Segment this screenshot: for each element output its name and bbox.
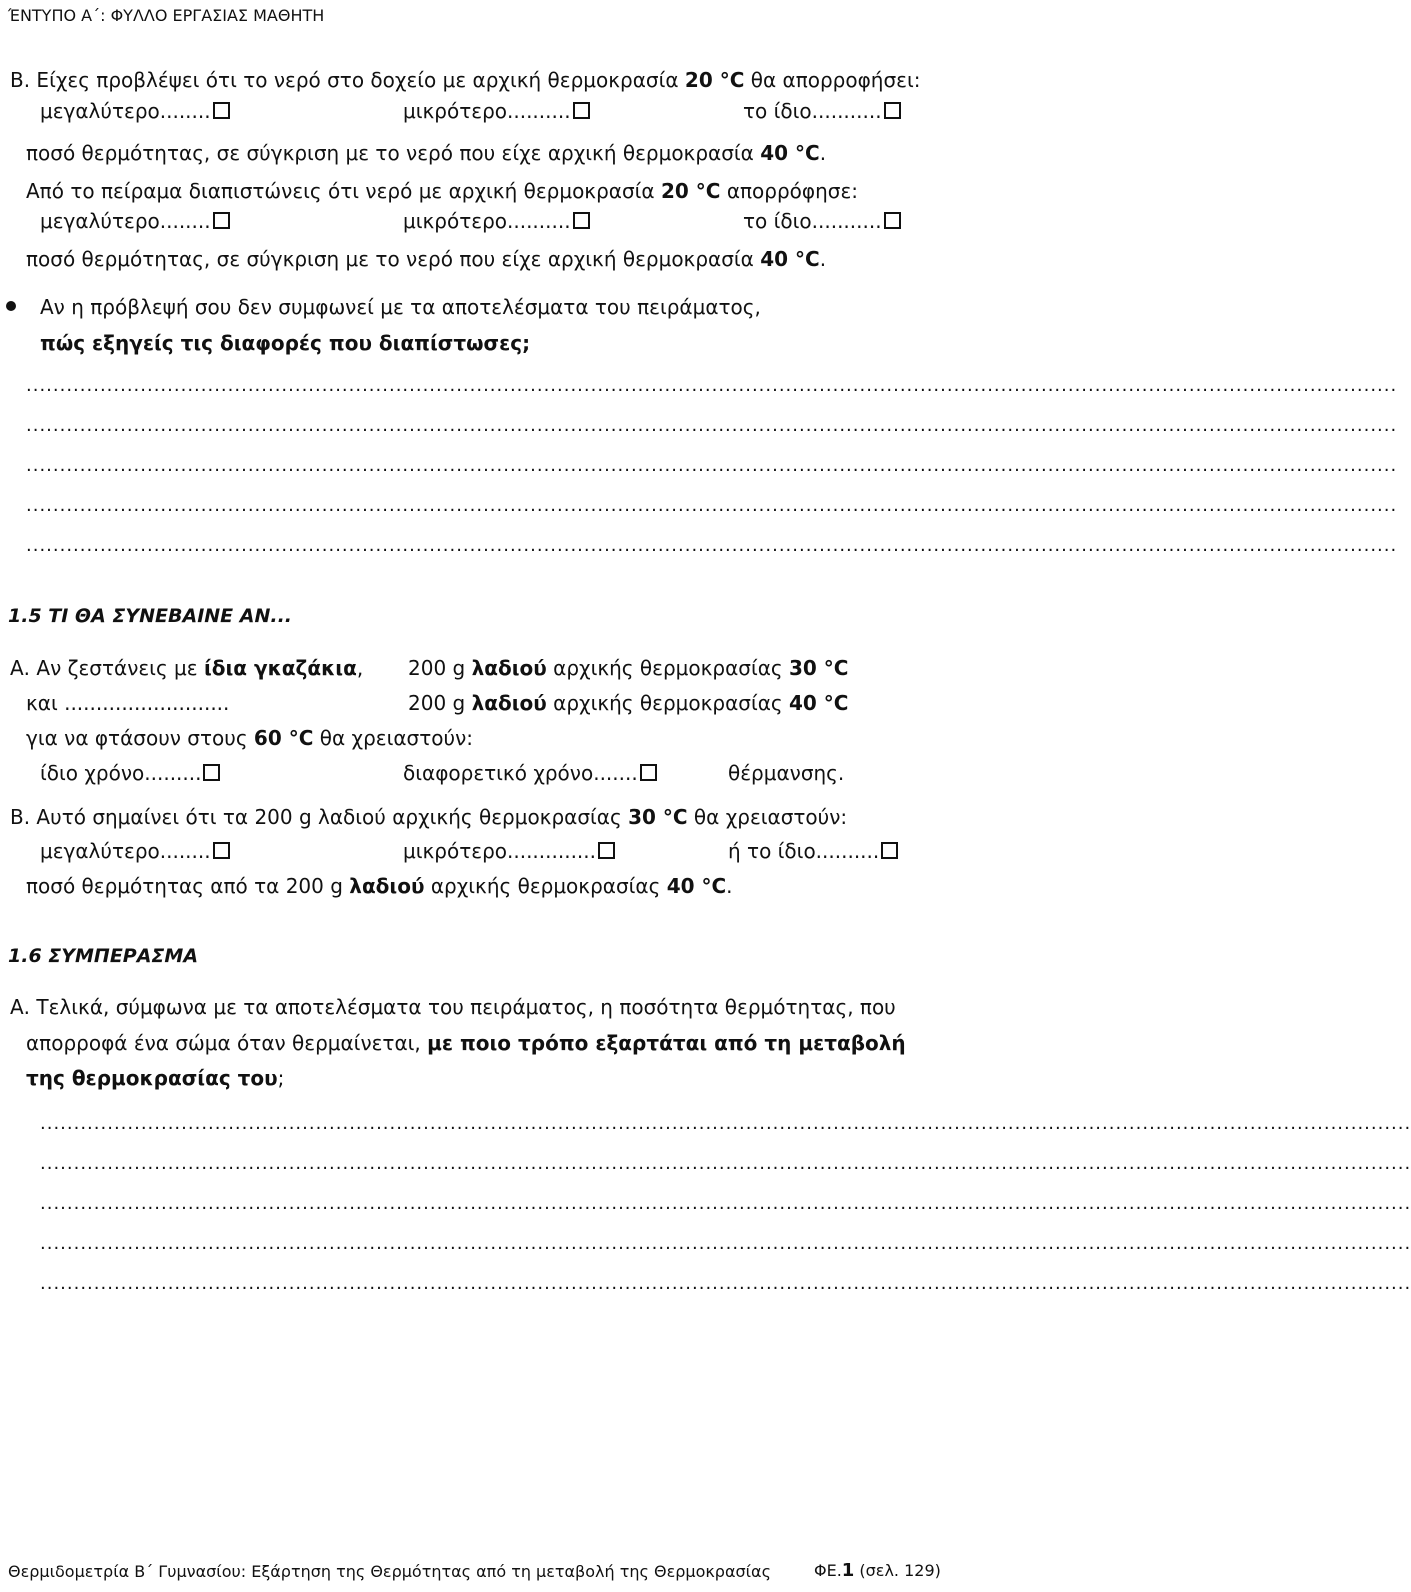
heating-statement: Α. Αν ζεστάνεις με ίδια γκαζάκια,	[10, 656, 364, 680]
checkbox[interactable]	[213, 842, 230, 859]
answer-line[interactable]: ............................................................................................................................................................................................................	[40, 1153, 1411, 1174]
option-same-1[interactable]: το ίδιο...........	[743, 98, 901, 124]
answer-line[interactable]: ............................................................................................................................................................................................................	[40, 1233, 1411, 1254]
section-title-1-6: 1.6 ΣΥΜΠΕΡΑΣΜΑ	[8, 945, 199, 967]
answer-line[interactable]: ............................................................................................................................................................................................................	[26, 495, 1398, 516]
comparison-line-1: ποσό θερμότητας, σε σύγκριση με το νερό που είχε αρχική θερμοκρασία 40 °C.	[26, 141, 827, 165]
question-line-2: πώς εξηγείς τις διαφορές που διαπίστωσες;	[40, 331, 531, 355]
option-same-2[interactable]: το ίδιο...........	[743, 208, 901, 234]
and-blank[interactable]: και ..........................	[26, 691, 230, 715]
footer-page: ΦΕ.1 (σελ. 129)	[814, 1560, 941, 1581]
oil-sample-1: 200 g λαδιού αρχικής θερμοκρασίας 30 °C	[408, 656, 849, 680]
answer-line[interactable]: ............................................................................................................................................................................................................	[40, 1273, 1411, 1294]
checkbox[interactable]	[213, 212, 230, 229]
answer-line[interactable]: ............................................................................................................................................................................................................	[26, 415, 1398, 436]
option-smaller-2[interactable]: μικρότερο..........	[403, 208, 590, 234]
checkbox[interactable]	[640, 764, 657, 781]
checkbox[interactable]	[881, 842, 898, 859]
conclusion-line-2: απορροφά ένα σώμα όταν θερμαίνεται, με ποιο τρόπο εξαρτάται από τη μεταβολή	[26, 1031, 906, 1055]
checkbox[interactable]	[598, 842, 615, 859]
checkbox[interactable]	[884, 212, 901, 229]
option-larger-1[interactable]: μεγαλύτερο........	[40, 98, 230, 124]
option-larger-2[interactable]: μεγαλύτερο........	[40, 208, 230, 234]
comparison-line-2: ποσό θερμότητας, σε σύγκριση με το νερό που είχε αρχική θερμοκρασία 40 °C.	[26, 247, 827, 271]
section-title-1-5: 1.5 ΤΙ ΘΑ ΣΥΝΕΒΑΙΝΕ ΑΝ...	[8, 605, 293, 627]
option-different-time[interactable]: διαφορετικό χρόνο.......	[403, 760, 657, 786]
answer-line[interactable]: ............................................................................................................................................................................................................	[40, 1113, 1411, 1134]
checkbox[interactable]	[573, 102, 590, 119]
conclusion-line-3: της θερμοκρασίας του;	[26, 1066, 285, 1090]
page-header: ΈΝΤΥΠΟ Α΄: ΦΥΛΛΟ ΕΡΓΑΣΙΑΣ ΜΑΘΗΤΗ	[8, 6, 325, 25]
result-statement: Από το πείραμα διαπιστώνεις ότι νερό με αρχική θερμοκρασία 20 °C απορρόφησε:	[26, 179, 858, 203]
checkbox[interactable]	[573, 212, 590, 229]
heating-word: θέρμανσης.	[728, 761, 845, 785]
b-end-statement: ποσό θερμότητας από τα 200 g λαδιού αρχικής θερμοκρασίας 40 °C.	[26, 874, 733, 898]
checkbox[interactable]	[884, 102, 901, 119]
footer-title: Θερμιδομετρία Β΄ Γυμνασίου: Εξάρτηση της Θερμότητας από τη μεταβολή της Θερμοκρασίας	[8, 1562, 771, 1581]
option-smaller-1[interactable]: μικρότερο..........	[403, 98, 590, 124]
prediction-statement: Β. Είχες προβλέψει ότι το νερό στο δοχείο με αρχική θερμοκρασία 20 °C θα απορροφήσει:	[10, 68, 921, 92]
checkbox[interactable]	[213, 102, 230, 119]
option-same-time[interactable]: ίδιο χρόνο.........	[40, 760, 220, 786]
answer-line[interactable]: ............................................................................................................................................................................................................	[40, 1193, 1411, 1214]
reach-statement: για να φτάσουν στους 60 °C θα χρειαστούν:	[26, 726, 473, 750]
b-statement: Β. Αυτό σημαίνει ότι τα 200 g λαδιού αρχικής θερμοκρασίας 30 °C θα χρειαστούν:	[10, 805, 848, 829]
option-same-3[interactable]: ή το ίδιο..........	[728, 838, 898, 864]
question-line-1: Αν η πρόβλεψή σου δεν συμφωνεί με τα αποτελέσματα του πειράματος,	[40, 295, 761, 319]
answer-line[interactable]: ............................................................................................................................................................................................................	[26, 455, 1398, 476]
conclusion-line-1: Α. Τελικά, σύμφωνα με τα αποτελέσματα του πειράματος, η ποσότητα θερμότητας, που	[10, 995, 896, 1019]
bullet-icon	[6, 301, 16, 311]
answer-line[interactable]: ............................................................................................................................................................................................................	[26, 375, 1398, 396]
option-larger-3[interactable]: μεγαλύτερο........	[40, 838, 230, 864]
oil-sample-2: 200 g λαδιού αρχικής θερμοκρασίας 40 °C	[408, 691, 849, 715]
checkbox[interactable]	[203, 764, 220, 781]
option-smaller-3[interactable]: μικρότερο..............	[403, 838, 615, 864]
answer-line[interactable]: ............................................................................................................................................................................................................	[26, 535, 1398, 556]
